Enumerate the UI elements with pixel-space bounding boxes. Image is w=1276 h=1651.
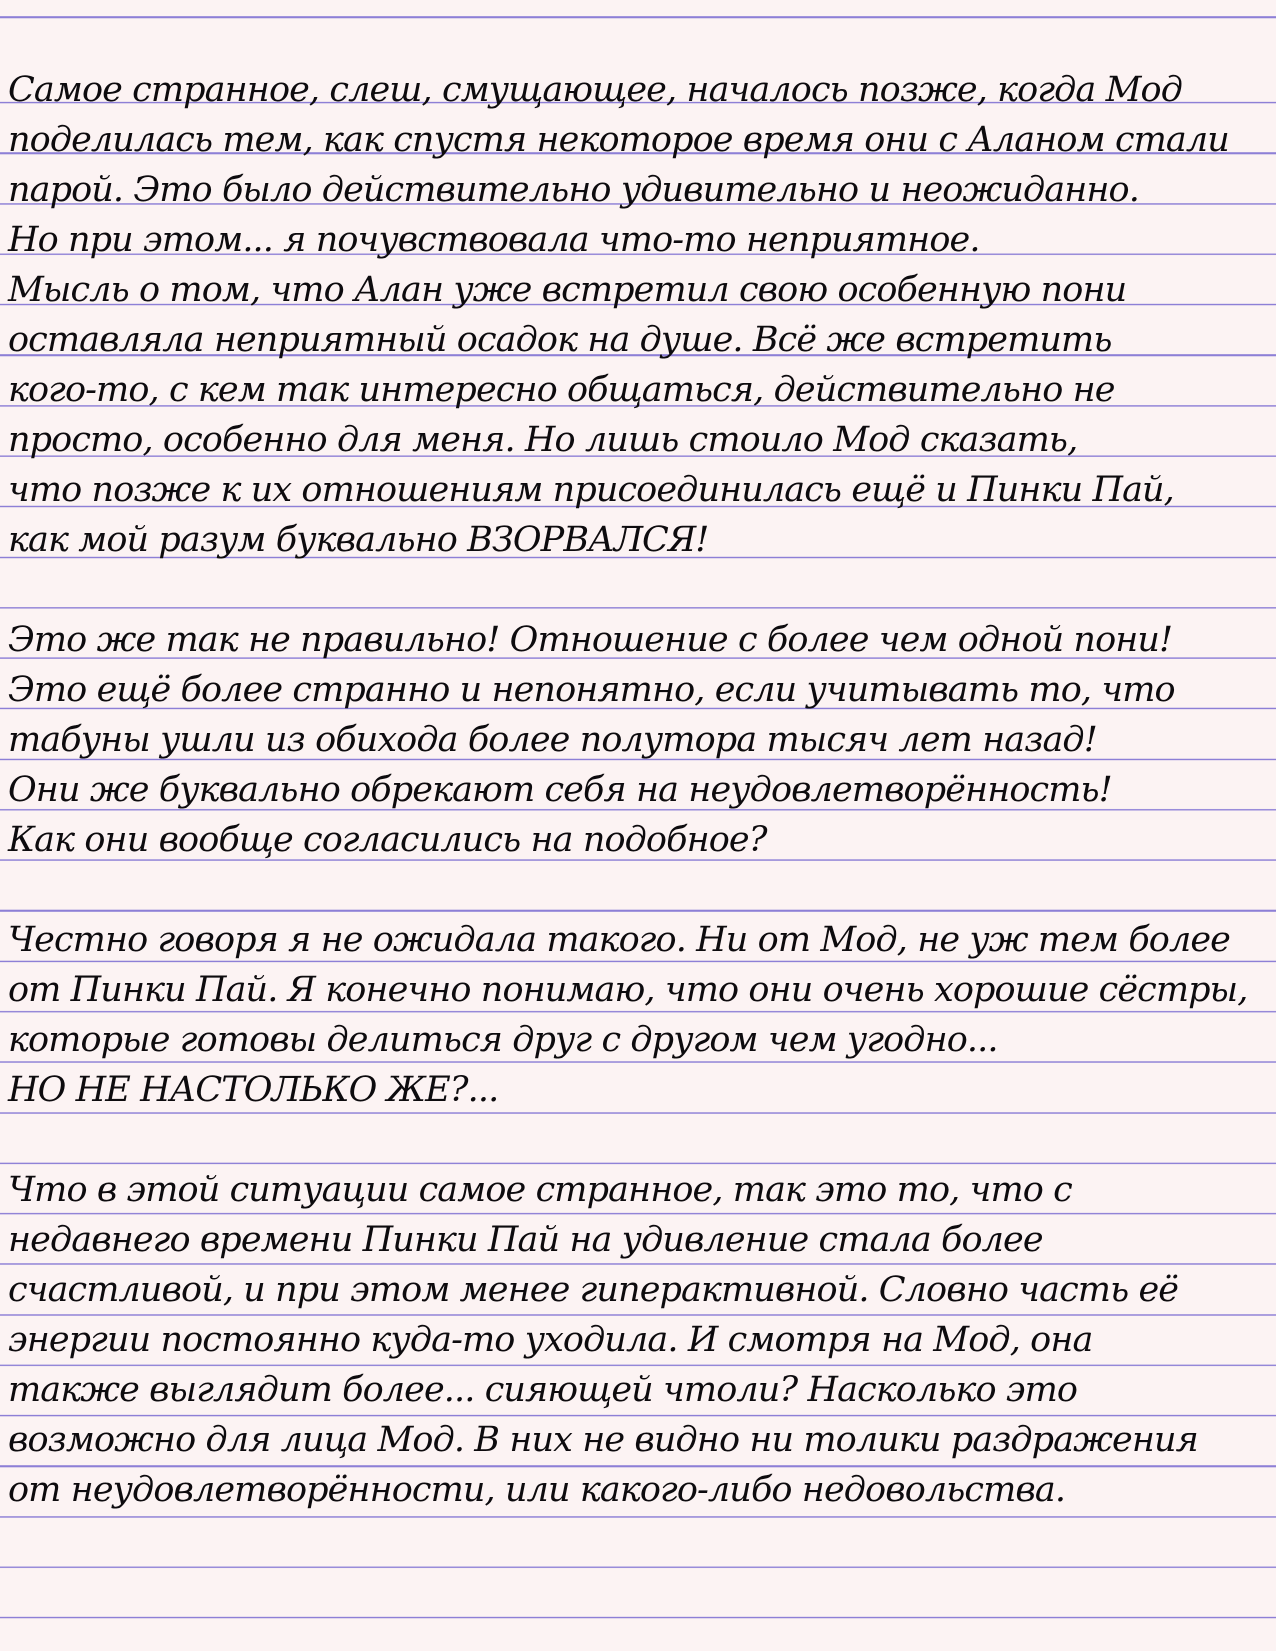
text-line: Самое странное, слеш, смущающее, началось позже, когда Мод: [8, 70, 1183, 110]
text-line: энергии постоянно куда-то уходила. И смотря на Мод, она: [8, 1320, 1093, 1360]
text-line: Что в этой ситуации самое странное, так это то, что с: [8, 1170, 1072, 1210]
text-line: недавнего времени Пинки Пай на удивление стала более: [8, 1220, 1043, 1260]
text-line: кого-то, с кем так интересно общаться, действительно не: [8, 370, 1115, 410]
text-line: НО НЕ НАСТОЛЬКО ЖЕ?...: [8, 1070, 499, 1110]
text-line: также выглядит более... сияющей чтоли? Насколько это: [8, 1370, 1078, 1410]
text-line: парой. Это было действительно удивительно и неожиданно.: [8, 170, 1139, 210]
text-line: Мысль о том, что Алан уже встретил свою особенную пони: [8, 270, 1127, 310]
text-line: оставляла неприятный осадок на душе. Всё же встретить: [8, 320, 1112, 360]
text-line: как мой разум буквально ВЗОРВАЛСЯ!: [8, 520, 709, 560]
text-line: Честно говоря я не ожидала такого. Ни от Мод, не уж тем более: [8, 920, 1230, 960]
text-line: возможно для лица Мод. В них не видно ни толики раздражения: [8, 1420, 1198, 1460]
text-line: просто, особенно для меня. Но лишь стоило Мод сказать,: [8, 420, 1078, 460]
text-line: Но при этом... я почувствовала что-то неприятное.: [8, 220, 980, 260]
text-line: поделилась тем, как спустя некоторое время они с Аланом стали: [8, 120, 1229, 160]
text-line: счастливой, и при этом менее гиперактивной. Словно часть её: [8, 1270, 1179, 1310]
text-line: от неудовлетворённости, или какого-либо недовольства.: [8, 1470, 1066, 1510]
text-line: от Пинки Пай. Я конечно понимаю, что они очень хорошие сёстры,: [8, 970, 1248, 1010]
text-line: табуны ушли из обихода более полутора тысяч лет назад!: [8, 720, 1097, 760]
text-line: Это же так не правильно! Отношение с более чем одной пони!: [8, 620, 1173, 660]
text-line: Как они вообще согласились на подобное?: [8, 820, 767, 860]
text-line: что позже к их отношениям присоединилась ещё и Пинки Пай,: [8, 470, 1174, 510]
text-line: Они же буквально обрекают себя на неудовлетворённость!: [8, 770, 1112, 810]
text-line: Это ещё более странно и непонятно, если учитывать то, что: [8, 670, 1175, 710]
text-line: которые готовы делиться друг с другом чем угодно...: [8, 1020, 998, 1060]
